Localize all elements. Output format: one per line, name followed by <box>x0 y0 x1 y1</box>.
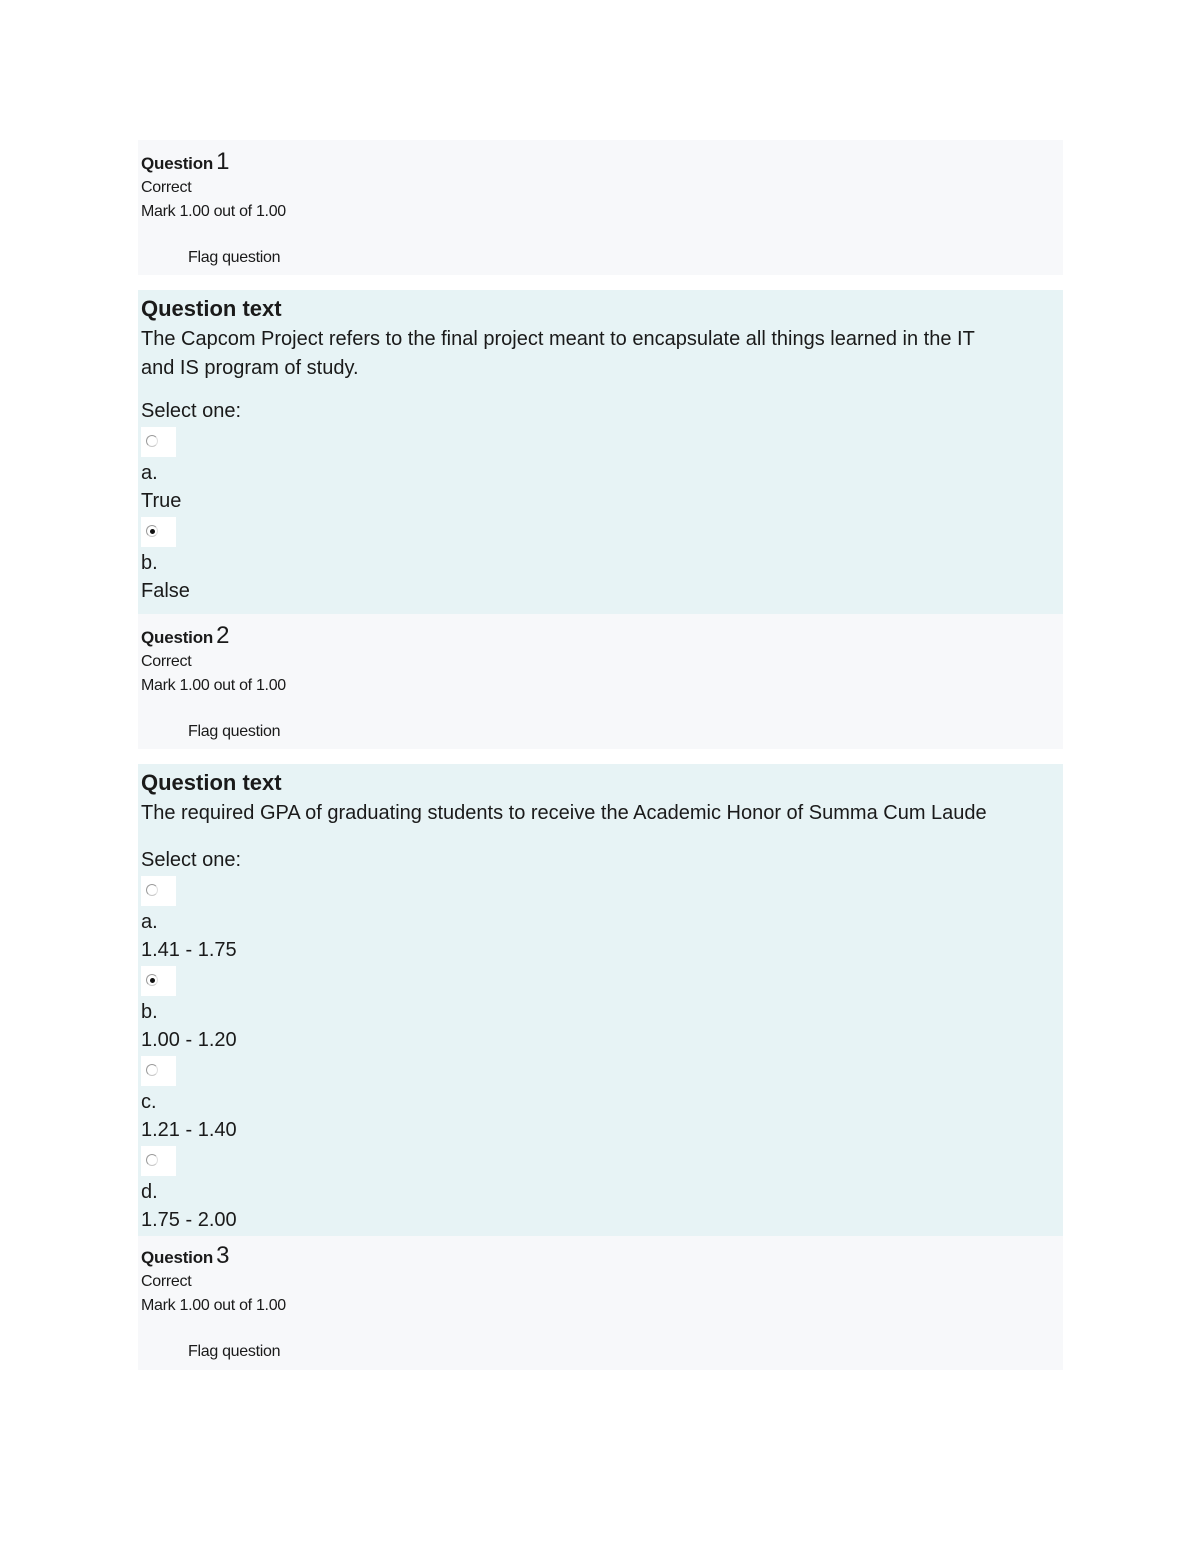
radio-button-a[interactable] <box>141 427 176 457</box>
radio-button-d[interactable] <box>141 1146 176 1176</box>
question-number-value: 1 <box>216 148 230 175</box>
answer-option-b <box>141 966 1057 1054</box>
answer-option-c <box>141 1056 1057 1144</box>
answer-text: 1.75 - 2.00 <box>141 1209 237 1231</box>
flag-question-link[interactable]: Flag question <box>188 723 281 740</box>
question-state: Correct <box>141 179 192 196</box>
answer-text: 1.41 - 1.75 <box>141 939 237 961</box>
answer-text: 1.00 - 1.20 <box>141 1029 237 1051</box>
question-2-info <box>138 614 1063 749</box>
question-number-value: 3 <box>216 1242 230 1269</box>
answer-text: 1.21 - 1.40 <box>141 1119 237 1141</box>
question-2-content <box>138 764 1063 1236</box>
flag-question-link[interactable]: Flag question <box>188 249 281 266</box>
select-one-prompt: Select one: <box>141 400 242 422</box>
radio-unchecked-icon <box>146 435 158 447</box>
radio-unchecked-icon <box>146 884 158 896</box>
question-text <box>141 325 1057 383</box>
question-state: Correct <box>141 1273 192 1290</box>
answer-text: False <box>141 580 190 602</box>
question-text-line: The required GPA of graduating students to receive the Academic Honor of Summa Cum Laude <box>141 802 987 824</box>
answer-letter: d. <box>141 1181 158 1203</box>
question-label: Question <box>141 1248 214 1267</box>
radio-button-b[interactable] <box>141 517 176 547</box>
question-text-heading: Question text <box>141 296 282 321</box>
answer-letter: a. <box>141 462 158 484</box>
question-number <box>141 148 1063 176</box>
answer-letter: b. <box>141 1001 158 1023</box>
question-3-info <box>138 1236 1063 1370</box>
answer-text: True <box>141 490 182 512</box>
question-number <box>141 622 1063 650</box>
question-grade: Mark 1.00 out of 1.00 <box>141 203 286 220</box>
question-text-line: The Capcom Project refers to the final project meant to encapsulate all things learned in the IT <box>141 328 975 350</box>
select-one-prompt: Select one: <box>141 849 242 871</box>
flag-question-link[interactable]: Flag question <box>188 1343 281 1360</box>
radio-checked-icon <box>146 974 158 986</box>
answer-letter: c. <box>141 1091 157 1113</box>
radio-unchecked-icon <box>146 1064 158 1076</box>
radio-button-b[interactable] <box>141 966 176 996</box>
question-text <box>141 799 1057 828</box>
question-number-value: 2 <box>216 622 230 649</box>
question-grade: Mark 1.00 out of 1.00 <box>141 677 286 694</box>
question-label: Question <box>141 154 214 173</box>
question-1-info <box>138 140 1063 275</box>
question-1-content <box>138 290 1063 614</box>
question-label: Question <box>141 628 214 647</box>
question-state: Correct <box>141 653 192 670</box>
answer-option-b <box>141 517 1057 605</box>
answer-letter: a. <box>141 911 158 933</box>
radio-unchecked-icon <box>146 1154 158 1166</box>
answer-letter: b. <box>141 552 158 574</box>
radio-checked-icon <box>146 525 158 537</box>
question-text-heading: Question text <box>141 770 282 795</box>
question-text-line: and IS program of study. <box>141 357 359 379</box>
radio-button-c[interactable] <box>141 1056 176 1086</box>
radio-button-a[interactable] <box>141 876 176 906</box>
answer-option-d <box>141 1146 1057 1234</box>
answer-option-a <box>141 427 1057 515</box>
question-grade: Mark 1.00 out of 1.00 <box>141 1297 286 1314</box>
answer-option-a <box>141 876 1057 964</box>
question-number <box>141 1242 1063 1270</box>
